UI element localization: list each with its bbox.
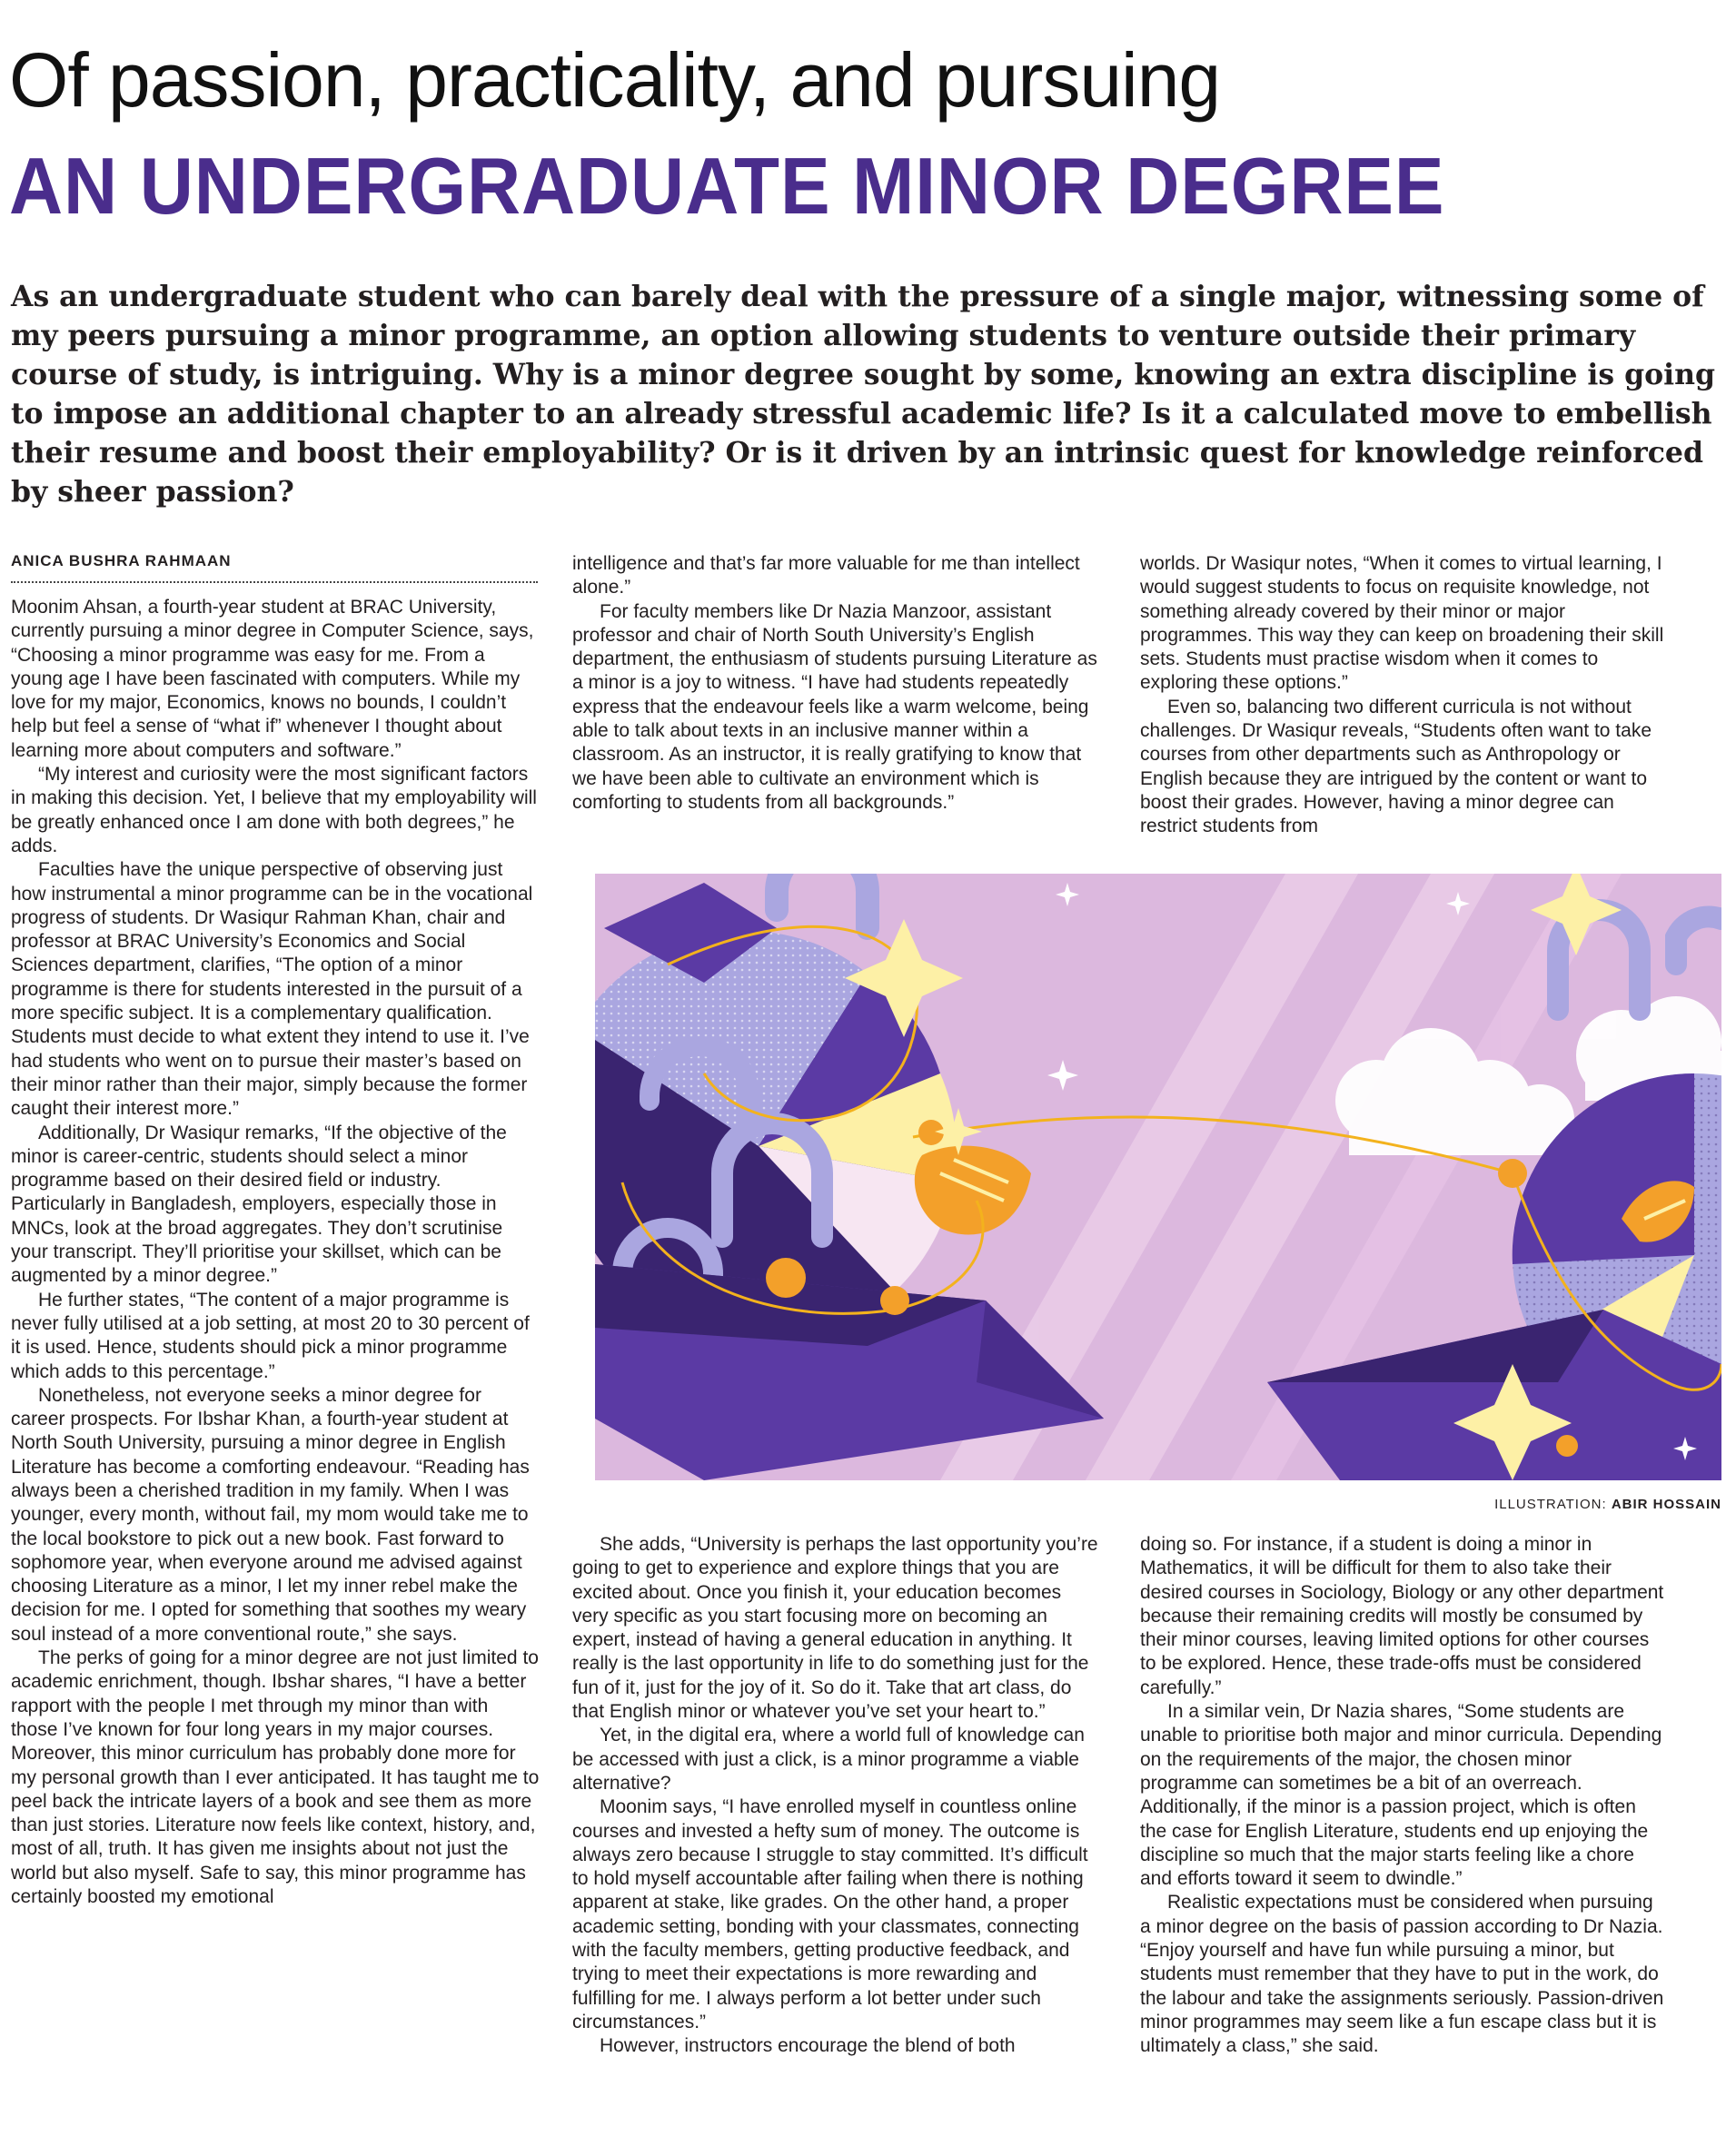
article-column-3-bottom (1140, 1533, 1667, 2059)
body-paragraph: worlds. Dr Wasiqur notes, “When it comes to virtual learning, I would suggest students to focus on requisite knowledge, not something already covered by their minor or major programmes. This way they can keep on broadening their skill sets. Students must practise wisdom when it comes to exploring these options.” (1140, 553, 1664, 694)
body-paragraph: “My interest and curiosity were the most significant factors in making this decision. Yet, I believe that my employability will be greatly enhanced once I am done with both degrees,” he adds. (11, 764, 537, 856)
body-paragraph: Realistic expectations must be considered when pursuing a minor degree on the basis of passion according to Dr Nazia. “Enjoy yourself and have fun while pursuing a minor, but students must remember that they have to put in the work, do the labour and take the assignments seriously. Passion-driven minor programmes may seem like a fun escape class but it is ultimately a class,” she said. (1140, 1892, 1664, 2057)
article-column-2-top (572, 552, 1099, 815)
body-paragraph: She adds, “University is perhaps the last opportunity you’re going to get to experience and explore things that you are excited about. Once you finish it, your education becomes very specific as you start focusing more on becoming an expert, instead of having a general education in anything. It really is the last opportunity in life to do something just for the fun of it, just for the joy of it. So do it. Take that art class, do that English minor or whatever you’ve set your heart to.” (572, 1534, 1098, 1723)
body-paragraph: The perks of going for a minor degree are not just limited to academic enrichment, though. Ibshar shares, “I have a better rapport with the people I met through my minor than with those I’ve known for four long years in my major courses. Moreover, this minor curriculum has probably done more for my personal growth than I ever anticipated. It has taught me to peel back the intricate layers of a book and see them as more than just stories. Literature now feels like context, history, and, most of all, truth. It has given me insights about not just the world but also myself. Safe to say, this minor programme has certainly boosted my emotional (11, 1647, 540, 1908)
standfirst: As an undergraduate student who can barely deal with the pressure of a single major, witnessing some of my peers pursuing a minor programme, an option allowing students to venture outside their primary course of study, is intriguing. Why is a minor degree sought by some, knowing an extra discipline is going to impose an additional chapter to an already stressful academic life? Is it a calculated move to embellish their resume and boost their employability? Or is it driven by an intrinsic quest for knowledge reinforced by sheer passion? (11, 280, 1716, 509)
headline-main: AN UNDERGRADUATE MINOR DEGREE (9, 141, 1445, 231)
body-paragraph: Moonim says, “I have enrolled myself in countless online courses and invested a hefty sum of money. The outcome is always zero because I struggle to stay committed. It’s difficult to hold myself accountable after failing when there is nothing apparent at stake, like grades. On the other hand, a proper academic setting, bonding with your classmates, connecting with the faculty members, getting productive feedback, and trying to meet their expectations is more rewarding and fulfilling for me. I always perform a lot better under such circumstances.” (572, 1796, 1088, 2032)
body-paragraph: In a similar vein, Dr Nazia shares, “Some students are unable to prioritise both major and minor curricula. Depending on the requirements of the major, the chosen minor programme can sometimes be a bit of an overreach. Additionally, if the minor is a passion project, which is often the case for English Literature, students end up enjoying the discipline so much that the major starts feeling like a chore and efforts toward it seem to dwindle.” (1140, 1701, 1662, 1890)
graduation-illustration (595, 874, 1721, 1480)
body-paragraph: Moonim Ahsan, a fourth-year student at BRAC University, currently pursuing a minor degree in Computer Science, says, “Choosing a minor programme was easy for me. From a young age I have been fascinated with computers. While my love for my major, Economics, knows no bounds, I couldn’t help but feel a sense of “what if” whenever I thought about learning more about computers and software.” (11, 597, 534, 761)
credit-name: ABIR HOSSAIN (1611, 1497, 1721, 1512)
article-column-1 (11, 596, 540, 1909)
byline: ANICA BUSHRA RAHMAAN (11, 552, 232, 569)
byline-divider (11, 581, 538, 583)
body-paragraph: Nonetheless, not everyone seeks a minor degree for career prospects. For Ibshar Khan, a fourth-year student at North South University, pursuing a minor degree in English Literature has become a comforting endeavour. “Reading has always been a cherished tradition in my family. When I was younger, every month, without fail, my mom would take me to the local bookstore to pick out a new book. Fast forward to sophomore year, when everyone around me advised against choosing Literature as a minor, I let my inner rebel make the decision for me. I opted for something that soothes my weary soul instead of a more conventional route,” she says. (11, 1384, 530, 1645)
illustration-credit (1390, 1497, 1721, 1512)
article-column-2-bottom (572, 1533, 1099, 2059)
body-paragraph: Even so, balancing two different curricula is not without challenges. Dr Wasiqur reveals, “Students often want to take courses from other departments such as Anthropology or English because they are intrigued by the content or want to boost their grades. However, having a minor degree can restrict students from (1140, 696, 1652, 837)
body-paragraph: However, instructors encourage the blend of both (600, 2035, 1016, 2057)
body-paragraph: Yet, in the digital era, where a world full of knowledge can be accessed with just a click, is a minor programme a viable alternative? (572, 1725, 1085, 1794)
body-paragraph: doing so. For instance, if a student is doing a minor in Mathematics, it will be difficult for them to also take their desired courses in Sociology, Biology or any other department because their remaining credits will mostly be consumed by their minor courses, leaving limited options for other courses to be explored. Hence, these trade-offs must be considered carefully.” (1140, 1534, 1664, 1698)
body-paragraph: For faculty members like Dr Nazia Manzoor, assistant professor and chair of North South University’s English department, the enthusiasm of students pursuing Literature as a minor is a joy to witness. “I have had students repeatedly express that the endeavour feels like a warm welcome, being able to talk about texts in an inclusive manner within a classroom. As an instructor, it is really gratifying to know that we have been able to cultivate an environment which is comforting to students from all backgrounds.” (572, 600, 1097, 813)
body-paragraph: intelligence and that’s far more valuable for me than intellect alone.” (572, 553, 1080, 598)
body-paragraph: He further states, “The content of a major programme is never fully utilised at a job setting, at most 20 to 30 percent of it is used. Hence, students should pick a minor programme which adds to this percentage.” (11, 1289, 530, 1382)
body-paragraph: Faculties have the unique perspective of observing just how instrumental a minor programme can be in the vocational progress of students. Dr Wasiqur Rahman Khan, chair and professor at BRAC University’s Economics and Social Sciences department, clarifies, “The option of a minor programme is there for students interested in the pursuit of a more specific subject. It is a complementary qualification. Students must decide to what extent they intend to use it. I’ve had students who went on to pursue their master’s based on their minor rather than their major, simply because the former caught their interest more.” (11, 859, 533, 1120)
article-column-3-top (1140, 552, 1667, 839)
headline-kicker: Of passion, practicality, and pursuing (9, 37, 1221, 123)
credit-label: ILLUSTRATION: (1494, 1497, 1607, 1512)
body-paragraph: Additionally, Dr Wasiqur remarks, “If the objective of the minor is career-centric, students should select a minor programme based on their desired field or industry. Particularly in Bangladesh, employers, especially those in MNCs, look at the broad aggregates. They don’t scrutinise your transcript. They’ll prioritise your skillset, which can be augmented by a minor degree.” (11, 1122, 507, 1287)
